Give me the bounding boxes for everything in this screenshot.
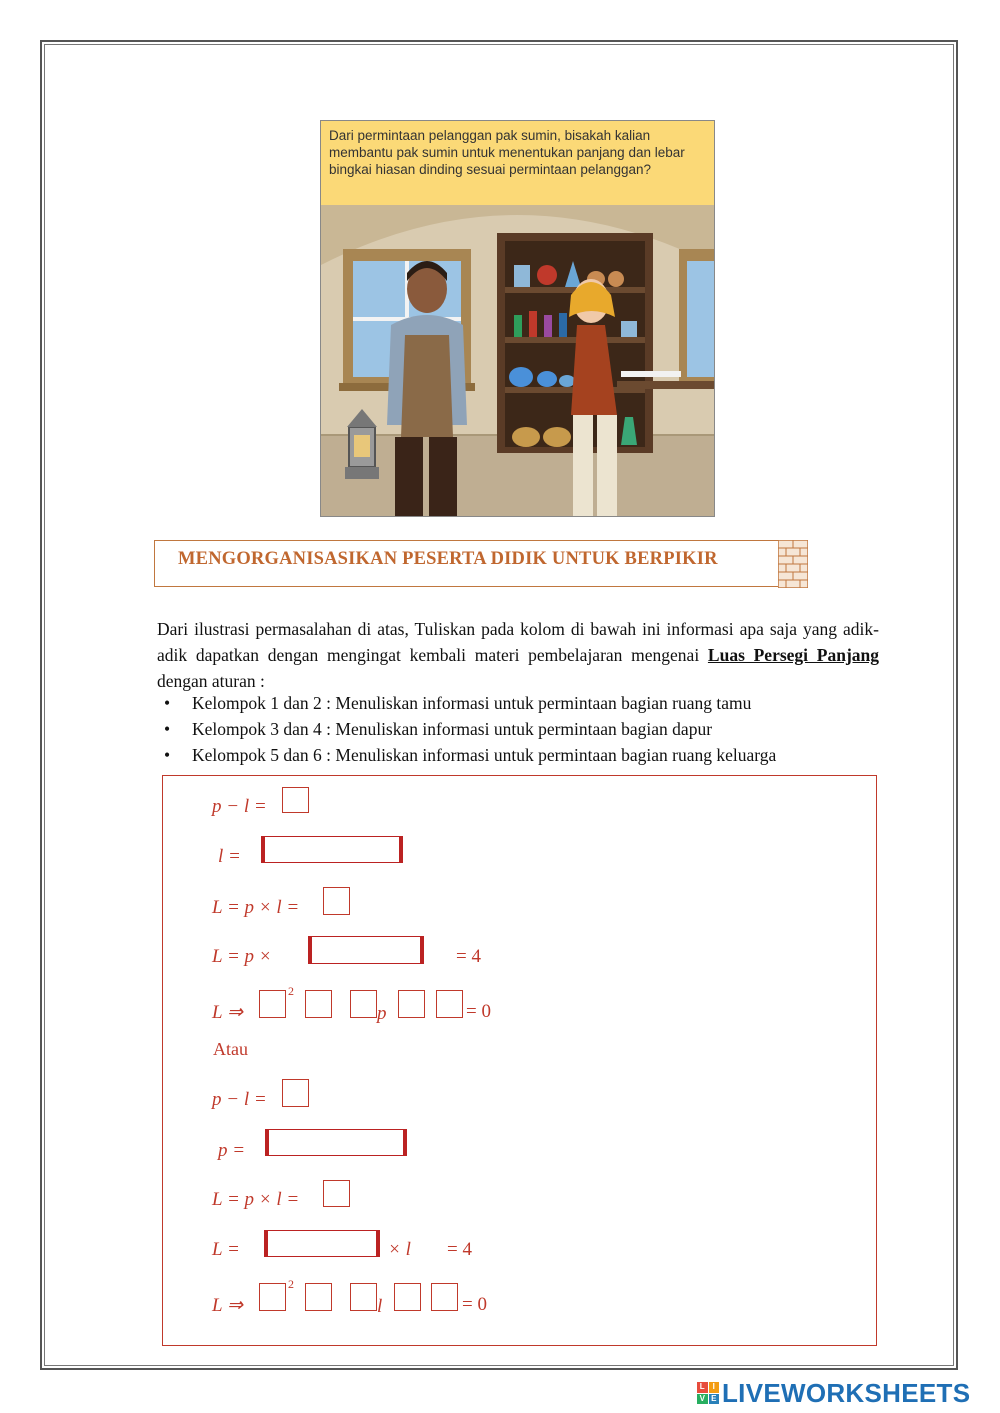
eq-l: l = bbox=[218, 846, 241, 867]
instruction-suffix: dengan aturan : bbox=[157, 671, 265, 691]
rules-list bbox=[157, 690, 887, 768]
eq-equals-zero: = 0 bbox=[462, 1294, 487, 1315]
section-title: MENGORGANISASIKAN PESERTA DIDIK UNTUK BERPIKIR bbox=[178, 549, 718, 569]
eq-equals-four: = 4 bbox=[447, 1239, 472, 1260]
exponent: 2 bbox=[288, 984, 294, 998]
answer-input[interactable] bbox=[323, 887, 350, 915]
answer-input[interactable] bbox=[259, 990, 286, 1018]
instruction-intro: Dari ilustrasi permasalahan di atas, Tuliskan pada kolom di bawah ini informasi apa saja yang adik-adik dapatkan dengan mengingat kembali materi pembelajaran mengenai bbox=[157, 619, 879, 665]
eq-area: L = p × l = bbox=[212, 1189, 300, 1210]
answer-input[interactable] bbox=[431, 1283, 458, 1311]
eq-implies: L ⇒ bbox=[212, 1002, 243, 1023]
eq-area: L = p × l = bbox=[212, 897, 300, 918]
eq-variable: l bbox=[377, 1296, 383, 1317]
eq-area-p: L = p × bbox=[212, 946, 272, 967]
eq-equals-zero: = 0 bbox=[466, 1001, 491, 1022]
brick-wall-icon bbox=[778, 540, 808, 588]
answer-input[interactable] bbox=[350, 1283, 377, 1311]
badge-letter: I bbox=[709, 1382, 720, 1393]
answer-input[interactable] bbox=[282, 1079, 309, 1107]
question-caption: Dari permintaan pelanggan pak sumin, bisakah kalian membantu pak sumin untuk menentukan panjang dan lebar bingkai hiasan dinding sesuai permintaan pelanggan? bbox=[321, 121, 714, 205]
eq-times-l: × l bbox=[388, 1239, 411, 1260]
badge-letter: E bbox=[709, 1394, 720, 1405]
eq-equals-four: = 4 bbox=[456, 946, 481, 967]
answer-input[interactable] bbox=[305, 1283, 332, 1311]
list-item: • Kelompok 1 dan 2 : Menuliskan informasi untuk permintaan bagian ruang tamu bbox=[157, 690, 887, 716]
logo-text: LIVEWORKSHEETS bbox=[722, 1377, 971, 1408]
eq-p: p = bbox=[218, 1140, 246, 1161]
eq-p-minus-l: p − l = bbox=[212, 1089, 267, 1110]
answer-input[interactable] bbox=[394, 1283, 421, 1311]
badge-letter: V bbox=[697, 1394, 708, 1405]
answer-input-wide[interactable] bbox=[261, 836, 403, 863]
answer-input[interactable] bbox=[282, 787, 309, 813]
liveworksheets-logo[interactable] bbox=[697, 1378, 970, 1408]
answer-input-wide[interactable] bbox=[265, 1129, 407, 1156]
list-item: • Kelompok 3 dan 4 : Menuliskan informasi untuk permintaan bagian dapur bbox=[157, 716, 887, 742]
topic-link: Luas Persegi Panjang bbox=[707, 645, 879, 665]
badge-letter: L bbox=[697, 1382, 708, 1393]
shop-scene-image bbox=[321, 205, 714, 516]
answer-input[interactable] bbox=[398, 990, 425, 1018]
list-item: • Kelompok 5 dan 6 : Menuliskan informasi untuk permintaan bagian ruang keluarga bbox=[157, 742, 887, 768]
separator-text: Atau bbox=[213, 1039, 248, 1059]
eq-p-minus-l: p − l = bbox=[212, 796, 267, 817]
eq-variable: p bbox=[377, 1003, 387, 1024]
answer-input[interactable] bbox=[323, 1180, 350, 1207]
eq-implies: L ⇒ bbox=[212, 1295, 243, 1316]
eq-area-l: L = bbox=[212, 1239, 240, 1260]
instruction-paragraph bbox=[157, 616, 879, 694]
story-illustration bbox=[320, 120, 715, 517]
answer-input[interactable] bbox=[305, 990, 332, 1018]
answer-input[interactable] bbox=[259, 1283, 286, 1311]
answer-input[interactable] bbox=[350, 990, 377, 1018]
answer-input[interactable] bbox=[436, 990, 463, 1018]
logo-badge-icon bbox=[697, 1382, 719, 1404]
answer-input-wide[interactable] bbox=[308, 936, 424, 964]
exponent: 2 bbox=[288, 1277, 294, 1291]
answer-input-wide[interactable] bbox=[264, 1230, 380, 1257]
